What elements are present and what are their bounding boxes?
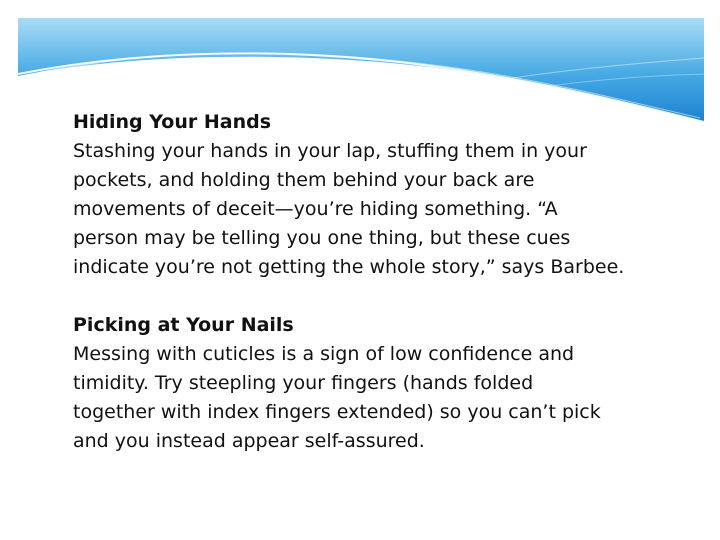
section-picking-nails (73, 311, 693, 456)
slide-content (73, 108, 693, 456)
section-hiding-hands (73, 108, 693, 282)
section-body: Messing with cuticles is a sign of low confidence and timidity. Try steepling your fingers (hands folded together with index fingers extended) so you can’t pick and you instead appear self-assured. (73, 343, 601, 452)
section-body: Stashing your hands in your lap, stuffing them in your pockets, and holding them behind your back are movements of deceit—you’re hiding something. “A person may be telling you one thing, but these cues indicate you’re not getting the whole story,” says Barbee. (73, 140, 625, 278)
section-title: Picking at Your Nails (73, 314, 294, 336)
section-title: Hiding Your Hands (73, 111, 272, 133)
